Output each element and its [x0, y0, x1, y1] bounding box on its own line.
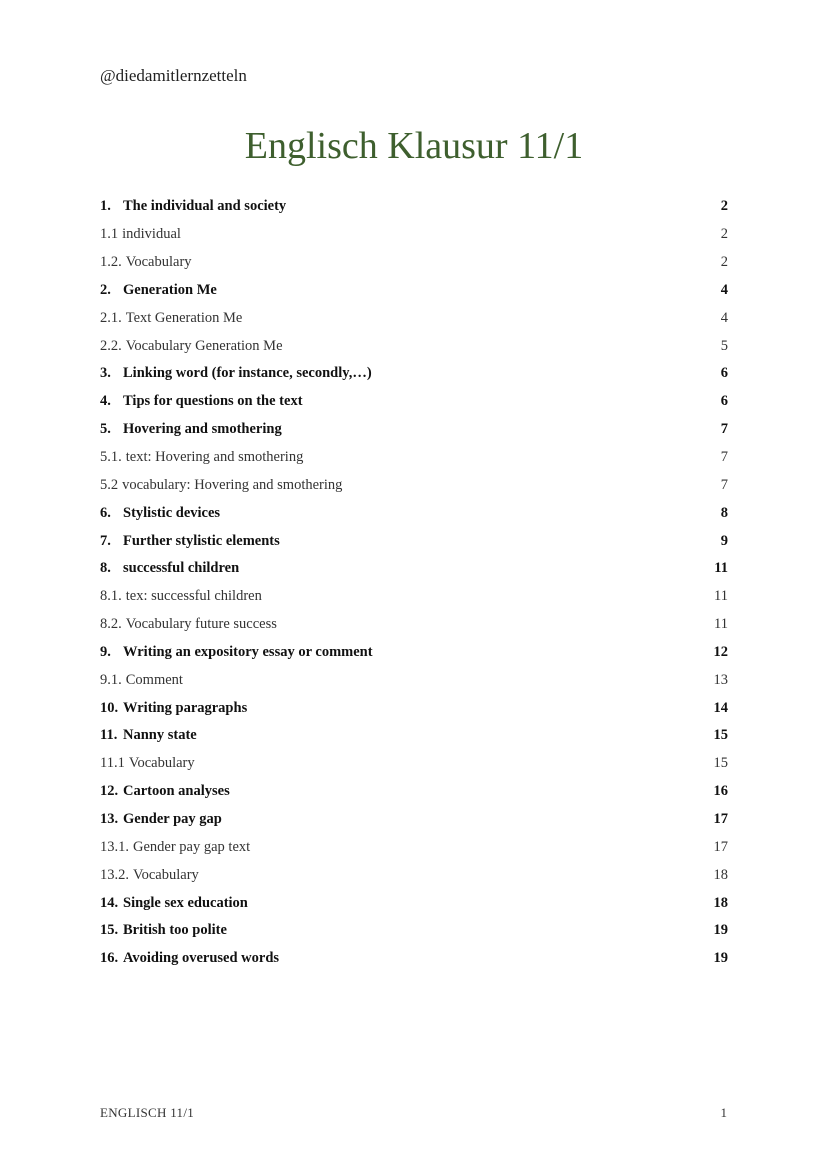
- toc-subentry[interactable]: [100, 304, 728, 332]
- toc-entry-page: 19: [713, 922, 728, 939]
- toc-entry-title: [100, 198, 286, 215]
- toc-entry-page: 2: [720, 254, 728, 271]
- toc-subentry[interactable]: [100, 249, 728, 277]
- toc-entry-number: 13.2.: [100, 866, 129, 883]
- toc-entry[interactable]: [100, 917, 728, 945]
- toc-entry-page: 15: [713, 755, 728, 772]
- toc-entry-number: 3.: [100, 365, 111, 382]
- toc-entry-label: text: Hovering and smothering: [125, 449, 304, 466]
- toc-entry-title: [100, 727, 197, 744]
- toc-subentry[interactable]: [100, 332, 728, 360]
- toc-subentry[interactable]: [100, 583, 728, 611]
- toc-entry-label: Nanny state: [123, 727, 197, 744]
- toc-entry-number: 8.2.: [100, 616, 122, 633]
- toc-entry-label: Writing an expository essay or comment: [123, 643, 373, 660]
- toc-entry-title: [100, 226, 181, 243]
- toc-entry-title: [100, 505, 220, 522]
- toc-entry-title: [100, 950, 279, 967]
- toc-entry-number: 8.1.: [100, 588, 122, 605]
- toc-entry-number: 2.1.: [100, 309, 122, 326]
- toc-entry-label: Text Generation Me: [125, 309, 243, 326]
- toc-entry[interactable]: [100, 806, 728, 834]
- toc-entry-title: [100, 783, 230, 800]
- toc-subentry[interactable]: [100, 221, 728, 249]
- toc-entry-title: [100, 310, 242, 327]
- page-title: Englisch Klausur 11/1: [244, 125, 584, 167]
- toc-entry[interactable]: [100, 499, 728, 527]
- table-of-contents: [100, 193, 728, 973]
- toc-entry-title: [100, 449, 303, 466]
- toc-entry-page: 2: [720, 198, 728, 215]
- toc-entry-title: [100, 533, 280, 550]
- toc-entry-title: [100, 839, 250, 856]
- toc-entry-number: 1.: [100, 198, 111, 215]
- toc-entry-label: British too polite: [123, 922, 227, 939]
- toc-entry-title: [100, 922, 227, 939]
- toc-entry[interactable]: [100, 945, 728, 973]
- footer-label: ENGLISCH 11/1: [100, 1105, 195, 1120]
- toc-entry[interactable]: [100, 388, 728, 416]
- toc-entry[interactable]: [100, 639, 728, 667]
- toc-entry-label: successful children: [123, 560, 240, 577]
- toc-entry-page: 11: [714, 588, 728, 605]
- toc-subentry[interactable]: [100, 611, 728, 639]
- toc-entry-page: 2: [720, 226, 728, 243]
- toc-entry-title: [100, 365, 372, 382]
- toc-entry-number: 2.: [100, 281, 111, 298]
- toc-entry-label: Avoiding overused words: [123, 950, 280, 967]
- toc-entry[interactable]: [100, 722, 728, 750]
- toc-entry-page: 5: [720, 337, 728, 354]
- toc-entry-title: [100, 588, 262, 605]
- toc-entry[interactable]: [100, 778, 728, 806]
- toc-entry-page: 11: [714, 616, 728, 633]
- toc-entry-number: 5.1.: [100, 449, 122, 466]
- toc-entry-label: individual: [122, 226, 181, 243]
- toc-entry[interactable]: [100, 889, 728, 917]
- toc-entry-number: 11.1: [100, 755, 125, 772]
- toc-entry-title: [100, 644, 373, 661]
- toc-entry-page: 13: [713, 671, 728, 688]
- toc-entry-label: Vocabulary Generation Me: [125, 337, 283, 354]
- toc-entry-label: Comment: [125, 671, 183, 688]
- toc-entry-title: [100, 393, 303, 410]
- toc-entry[interactable]: [100, 193, 728, 221]
- toc-entry-number: 9.: [100, 643, 111, 660]
- toc-subentry[interactable]: [100, 750, 728, 778]
- toc-subentry[interactable]: [100, 444, 728, 472]
- toc-entry-number: 9.1.: [100, 671, 122, 688]
- toc-entry-number: 15.: [100, 922, 119, 939]
- toc-entry-page: 16: [713, 783, 728, 800]
- toc-entry-label: Writing paragraphs: [123, 699, 248, 716]
- toc-subentry[interactable]: [100, 471, 728, 499]
- toc-entry[interactable]: [100, 555, 728, 583]
- toc-entry[interactable]: [100, 694, 728, 722]
- footer-page-number: 1: [720, 1105, 727, 1120]
- toc-entry-label: Generation Me: [123, 281, 217, 298]
- toc-entry-label: Tips for questions on the text: [123, 393, 303, 410]
- toc-entry-label: Stylistic devices: [123, 504, 221, 521]
- toc-entry-page: 4: [720, 281, 728, 298]
- toc-entry-page: 12: [713, 643, 728, 660]
- toc-entry-title: [100, 254, 192, 271]
- toc-entry-page: 7: [720, 421, 728, 438]
- toc-entry-label: The individual and society: [123, 198, 287, 215]
- toc-entry-title: [100, 672, 183, 689]
- toc-entry-number: 8.: [100, 560, 111, 577]
- toc-subentry[interactable]: [100, 861, 728, 889]
- toc-entry-page: 8: [720, 504, 728, 521]
- toc-entry-number: 5.2: [100, 476, 119, 493]
- toc-entry[interactable]: [100, 416, 728, 444]
- toc-entry-label: Vocabulary: [125, 254, 192, 271]
- toc-entry[interactable]: [100, 527, 728, 555]
- toc-entry-title: [100, 282, 217, 299]
- toc-entry-label: Vocabulary: [128, 755, 195, 772]
- toc-entry-page: 7: [720, 476, 728, 493]
- toc-entry-page: 4: [720, 309, 728, 326]
- toc-entry-page: 19: [713, 950, 728, 967]
- toc-entry-title: [100, 338, 283, 355]
- toc-entry-page: 6: [720, 365, 728, 382]
- toc-entry-number: 14.: [100, 894, 119, 911]
- toc-entry-title: [100, 867, 199, 884]
- toc-entry-page: 7: [720, 449, 728, 466]
- toc-entry-label: Hovering and smothering: [123, 421, 282, 438]
- toc-entry-number: 13.1.: [100, 838, 129, 855]
- toc-entry-page: 11: [714, 560, 728, 577]
- toc-entry-number: 4.: [100, 393, 111, 410]
- toc-entry-page: 14: [713, 699, 728, 716]
- toc-entry-number: 2.2.: [100, 337, 122, 354]
- toc-entry-label: Cartoon analyses: [123, 783, 230, 800]
- toc-entry-number: 10.: [100, 699, 119, 716]
- toc-entry-title: [100, 421, 282, 438]
- toc-entry-page: 18: [713, 866, 728, 883]
- toc-entry-page: 17: [713, 838, 728, 855]
- toc-entry-number: 7.: [100, 532, 111, 549]
- toc-entry-label: Single sex education: [123, 894, 248, 911]
- toc-entry-page: 18: [713, 894, 728, 911]
- toc-entry-number: 16.: [100, 950, 119, 967]
- toc-entry-page: 15: [713, 727, 728, 744]
- toc-entry-number: 6.: [100, 504, 111, 521]
- author-handle: @diedamitlernzetteln: [100, 66, 247, 85]
- toc-entry-number: 12.: [100, 783, 119, 800]
- toc-entry-title: [100, 616, 277, 633]
- toc-entry-label: Further stylistic elements: [123, 532, 280, 549]
- toc-entry-title: [100, 811, 222, 828]
- toc-entry-page: 6: [720, 393, 728, 410]
- toc-entry-page: 17: [713, 810, 728, 827]
- toc-entry[interactable]: [100, 360, 728, 388]
- toc-entry-label: tex: successful children: [125, 588, 262, 605]
- toc-subentry[interactable]: [100, 833, 728, 861]
- toc-entry-label: Gender pay gap text: [133, 838, 251, 855]
- toc-entry-label: Vocabulary future success: [125, 616, 277, 633]
- toc-entry[interactable]: [100, 277, 728, 305]
- toc-entry-number: 5.: [100, 421, 111, 438]
- toc-entry-label: Linking word (for instance, secondly,…): [123, 365, 372, 382]
- toc-entry-title: [100, 755, 195, 772]
- toc-entry-title: [100, 477, 342, 494]
- toc-subentry[interactable]: [100, 666, 728, 694]
- toc-entry-label: Vocabulary: [133, 866, 199, 883]
- toc-entry-number: 1.2.: [100, 254, 122, 271]
- toc-entry-label: Gender pay gap: [123, 810, 222, 827]
- toc-entry-title: [100, 895, 248, 912]
- toc-entry-title: [100, 560, 239, 577]
- toc-entry-number: 11.: [100, 727, 118, 744]
- toc-entry-page: 9: [720, 532, 728, 549]
- toc-entry-label: vocabulary: Hovering and smothering: [122, 476, 343, 493]
- toc-entry-title: [100, 700, 247, 717]
- toc-entry-number: 13.: [100, 810, 119, 827]
- toc-entry-number: 1.1: [100, 226, 119, 243]
